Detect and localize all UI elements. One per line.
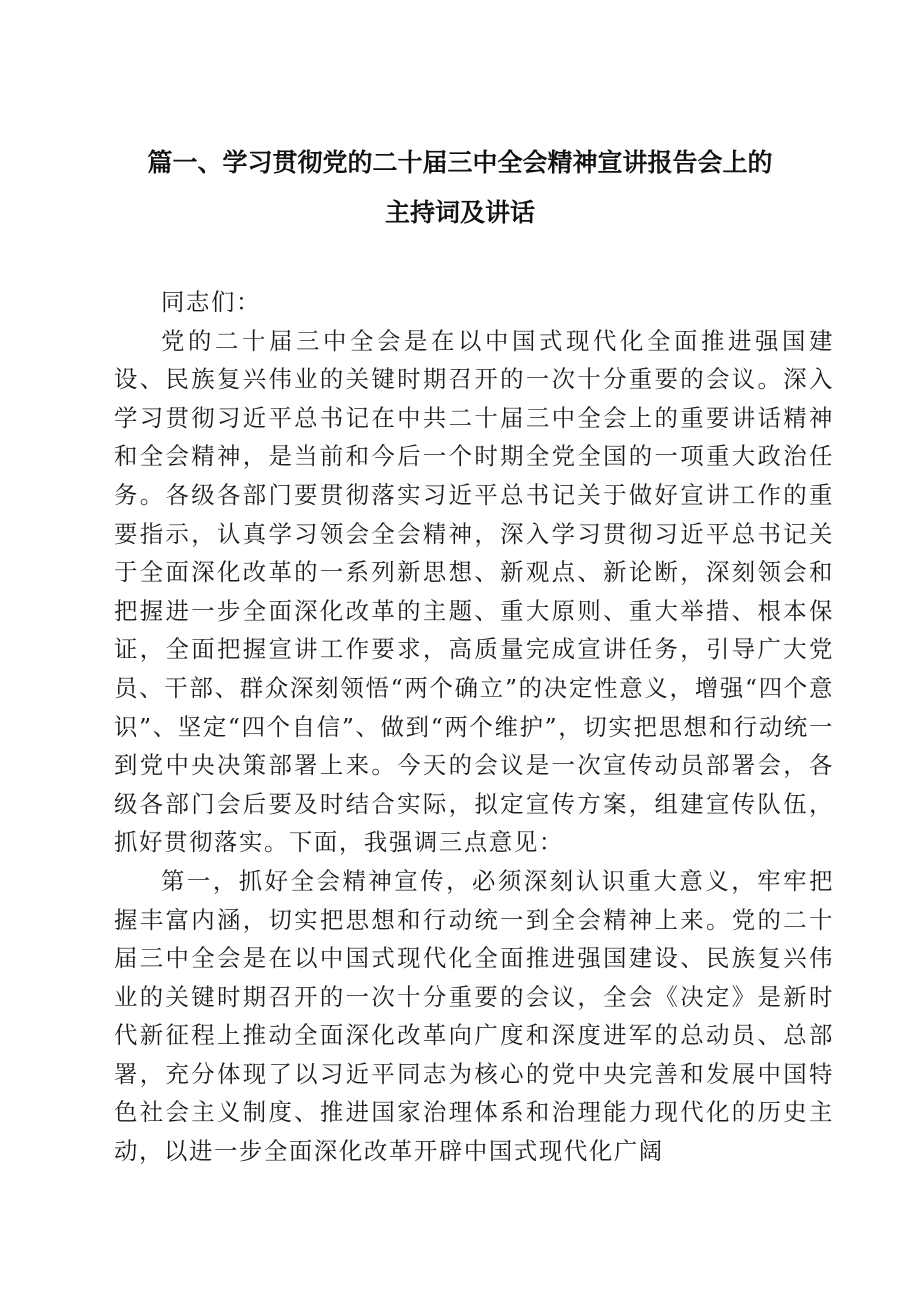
paragraph-1: 党的二十届三中全会是在以中国式现代化全面推进强国建设、民族复兴伟业的关键时期召开的一次十分重要的会议。深入学习贯彻习近平总书记在中共二十届三中全会上的重要讲话精神和全会精神，是当前和今后一个时期全党全国的一项重大政治任务。各级各部门要贯彻落实习近平总书记关于做好宣讲工作的重要指示，认真学习领会全会精神，深入学习贯彻习近平总书记关于全面深化改革的一系列新思想、新观点、新论断，深刻领会和把握进一步全面深化改革的主题、重大原则、重大举措、根本保证，全面把握宣讲工作要求，高质量完成宣讲任务，引导广大党员、干部、群众深刻领悟“两个确立”的决定性意义，增强“四个意识”、坚定“四个自信”、做到“两个维护”，切实把思想和行动统一到党中央决策部署上来。今天的会议是一次宣传动员部署会，各级各部门会后要及时结合实际，拟定宣传方案，组建宣传队伍，抓好贯彻落实。下面，我强调三点意见： [114, 326, 834, 857]
document-title-line-2: 主持词及讲话 [384, 198, 535, 227]
document-body [114, 283, 834, 1171]
greeting: 同志们： [161, 288, 261, 316]
document-title-line-1: 篇一、学习贯彻党的二十届三中全会精神宣讲报告会上的 [147, 148, 773, 177]
paragraph-2: 第一，抓好全会精神宣传，必须深刻认识重大意义，牢牢把握丰富内涵，切实把思想和行动统一到全会精神上来。党的二十届三中全会是在以中国式现代化全面推进强国建设、民族复兴伟业的关键时期召开的一次十分重要的会议，全会《决定》是新时代新征程上推动全面深化改革向广度和深度进军的总动员、总部署，充分体现了以习近平同志为核心的党中央完善和发展中国特色社会主义制度、推进国家治理体系和治理能力现代化的历史主动，以进一步全面深化改革开辟中国式现代化广阔 [114, 866, 834, 1166]
